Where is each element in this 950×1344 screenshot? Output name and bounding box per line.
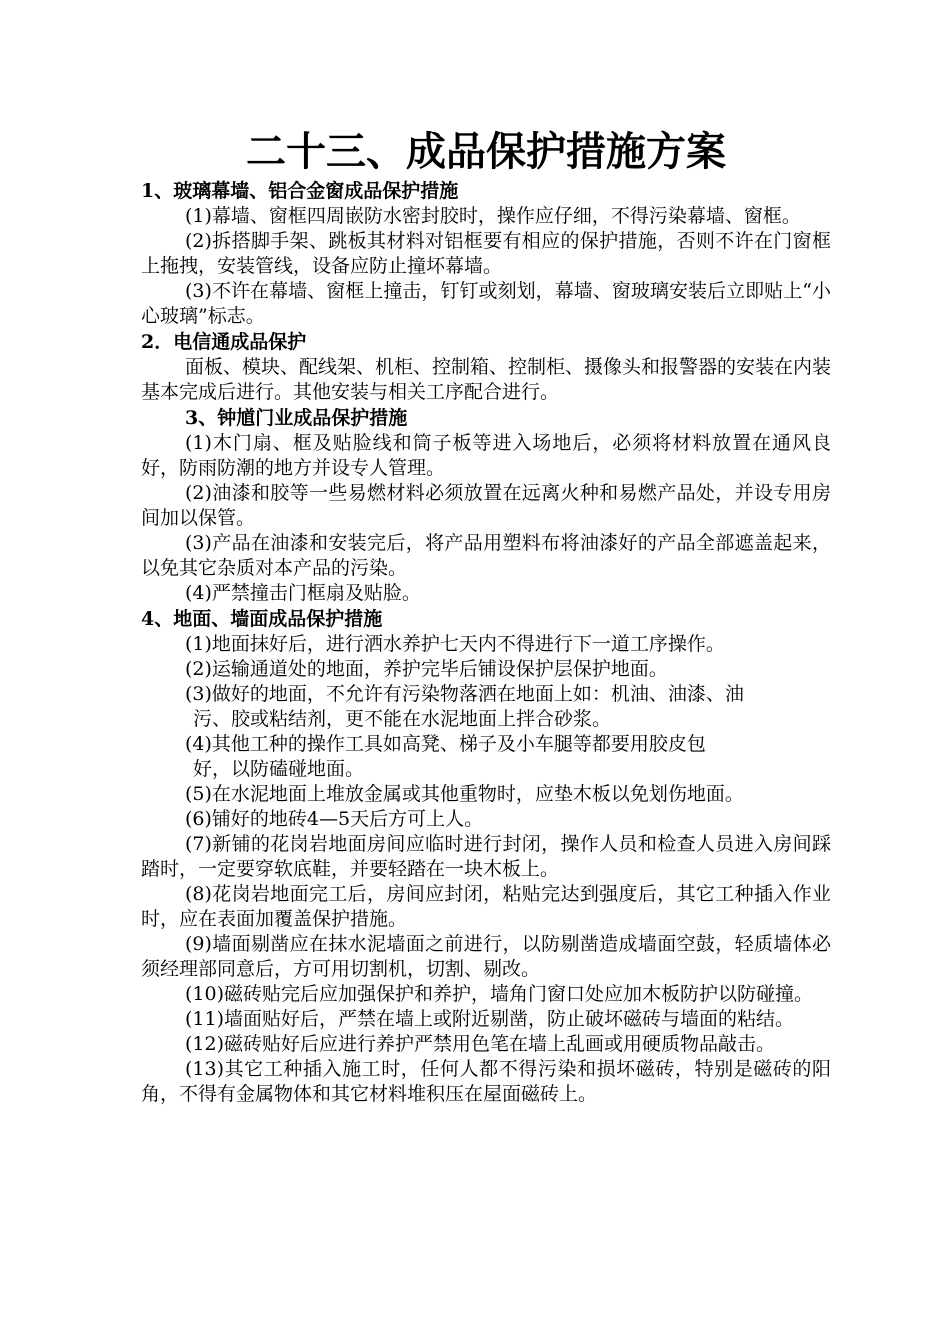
paragraph: (12)磁砖贴好后应进行养护严禁用色笔在墙上乱画或用硬质物品敲击。 [185,1033,776,1055]
section-floor-wall [141,606,831,1107]
section-heading: 3、钟馗门业成品保护措施 [185,407,408,429]
paragraph: 面板、模块、配线架、机柜、控制箱、控制柜、摄像头和报警器的安装在内装基本完成后进行。其他安装与相关工序配合进行。 [141,356,832,403]
paragraph: (3)产品在油漆和安装完后，将产品用塑料布将油漆好的产品全部遮盖起来，以免其它杂质对本产品的污染。 [141,532,831,579]
section-heading: 1、玻璃幕墙、铝合金窗成品保护措施 [141,180,459,202]
paragraph-line: 污、胶或粘结剂，更不能在水泥地面上拌合砂浆。 [193,708,612,730]
paragraph: (13)其它工种插入施工时，任何人都不得污染和损坏磁砖，特别是磁砖的阳角，不得有金属物体和其它材料堆积压在屋面磁砖上。 [141,1058,831,1105]
section-heading: 2．电信通成品保护 [141,331,307,353]
paragraph: (1)木门扇、框及贴脸线和筒子板等进入场地后，必须将材料放置在通风良好，防雨防潮的地方并设专人管理。 [141,432,831,479]
paragraph-line: (3)做好的地面，不允许有污染物落洒在地面上如：机油、油漆、油 [185,683,744,705]
document-page [141,128,831,1107]
section-heading: 4、地面、墙面成品保护措施 [141,608,383,630]
paragraph-line: (4)其他工种的操作工具如高凳、梯子及小车腿等都要用胶皮包 [185,733,706,755]
paragraph: (1)地面抹好后，进行洒水养护七天内不得进行下一道工序操作。 [185,633,725,655]
paragraph: (7)新铺的花岗岩地面房间应临时进行封闭，操作人员和检查人员进入房间踩踏时，一定要穿软底鞋，并要轻踏在一块木板上。 [141,833,831,880]
paragraph: (6)铺好的地砖4—5天后方可上人。 [185,808,484,830]
paragraph-line: 好，以防磕碰地面。 [193,758,365,780]
section-doors [141,405,831,606]
paragraph [141,682,831,732]
paragraph: (2)拆搭脚手架、跳板其材料对铝框要有相应的保护措施，否则不许在门窗框上拖拽，安装管线，设备应防止撞坏幕墙。 [141,230,831,277]
paragraph: (8)花岗岩地面完工后，房间应封闭，粘贴完达到强度后，其它工种插入作业时，应在表面加覆盖保护措施。 [141,883,831,930]
paragraph: (3)不许在幕墙、窗框上撞击，钉钉或刻划，幕墙、窗玻璃安装后立即贴上“小心玻璃”标志。 [141,280,831,327]
paragraph: (2)油漆和胶等一些易燃材料必须放置在远离火种和易燃产品处，并设专用房间加以保管。 [141,482,831,529]
document-title: 二十三、成品保护措施方案 [246,128,726,175]
paragraph [141,732,831,782]
paragraph: (2)运输通道处的地面，养护完毕后铺设保护层保护地面。 [185,658,668,680]
paragraph: (4)严禁撞击门框扇及贴脸。 [185,582,421,604]
paragraph: (5)在水泥地面上堆放金属或其他重物时，应垫木板以免划伤地面。 [185,783,744,805]
paragraph: (9)墙面剔凿应在抹水泥墙面之前进行，以防剔凿造成墙面空鼓，轻质墙体必须经理部同意后，方可用切割机，切割、剔改。 [141,933,831,980]
paragraph: (11)墙面贴好后，严禁在墙上或附近剔凿，防止破坏磁砖与墙面的粘结。 [185,1008,795,1030]
paragraph: (10)磁砖贴完后应加强保护和养护，墙角门窗口处应加木板防护以防碰撞。 [185,983,814,1005]
section-glass-curtain-wall [141,178,831,329]
section-telecom [141,329,831,405]
paragraph: (1)幕墙、窗框四周嵌防水密封胶时，操作应仔细，不得污染幕墙、窗框。 [185,205,801,227]
